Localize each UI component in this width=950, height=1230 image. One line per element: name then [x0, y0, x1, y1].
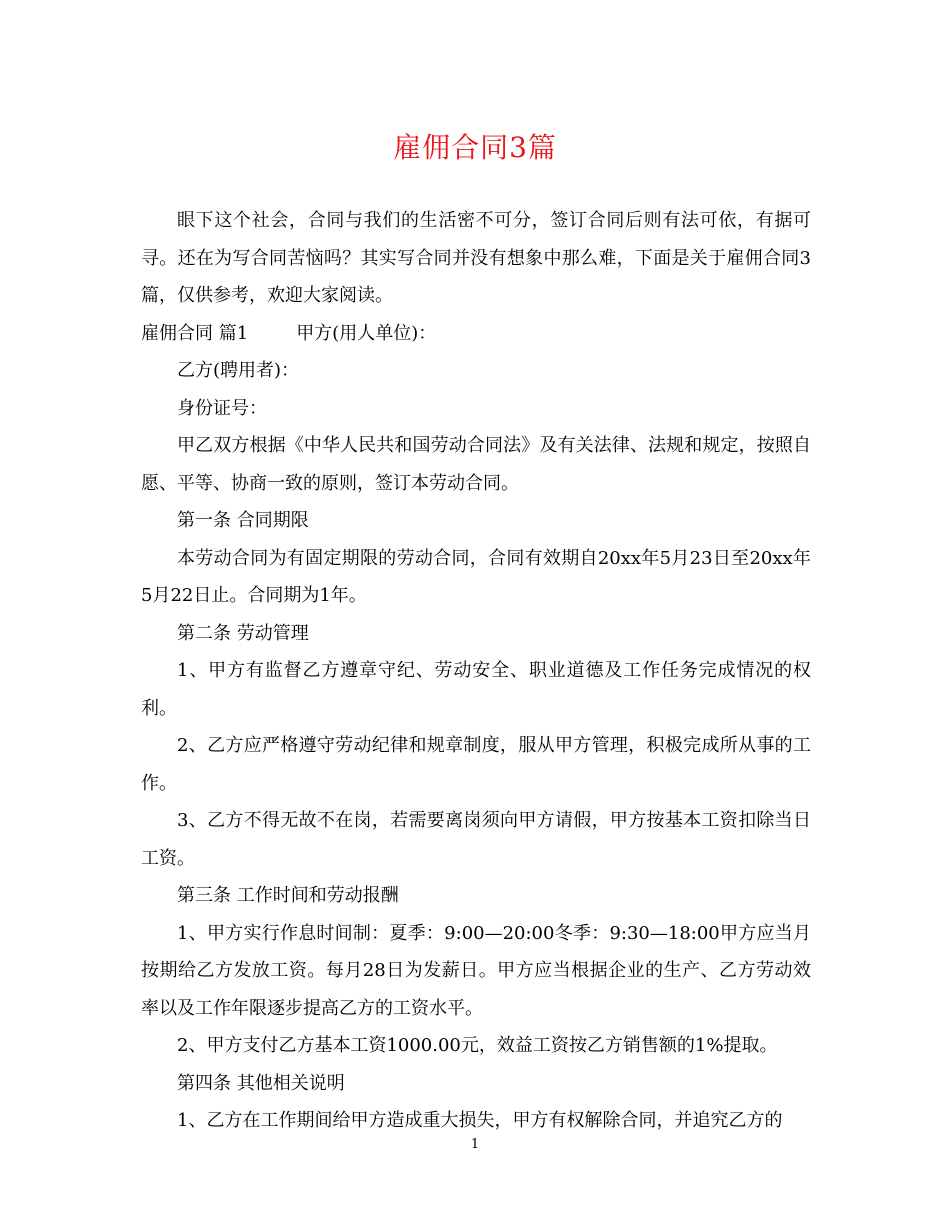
article-1-title: 第一条 合同期限 [177, 510, 309, 531]
id-number-label: 身份证号： [177, 397, 267, 419]
document-title: 雇佣合同3篇 [393, 131, 557, 164]
section-heading: 雇佣合同 篇1 [141, 322, 249, 344]
section-heading-line [141, 315, 811, 353]
party-a-label: 甲方(用人单位)： [296, 322, 437, 344]
article-3-item-2: 2、甲方支付乙方基本工资1000.00元，效益工资按乙方销售额的1%提取。 [177, 1035, 778, 1056]
article-2-item-3: 3、乙方不得无故不在岗，若需要离岗须向甲方请假，甲方按基本工资扣除当日工资。 [141, 810, 811, 869]
intro-paragraph: 眼下这个社会，合同与我们的生活密不可分，签订合同后则有法可依，有据可寻。还在为写合同苦恼吗？其实写合同并没有想象中那么难，下面是关于雇佣合同3篇，仅供参考，欢迎大家阅读。 [141, 210, 811, 306]
preamble-paragraph: 甲乙双方根据《中华人民共和国劳动合同法》及有关法律、法规和规定，按照自愿、平等、协商一致的原则，签订本劳动合同。 [141, 435, 811, 494]
article-2-title: 第二条 劳动管理 [177, 622, 309, 644]
article-2-item-2: 2、乙方应严格遵守劳动纪律和规章制度，服从甲方管理，积极完成所从事的工作。 [141, 735, 811, 794]
article-2-item-1: 1、甲方有监督乙方遵章守纪、劳动安全、职业道德及工作任务完成情况的权利。 [141, 660, 811, 719]
page-number: 1 [470, 1137, 480, 1152]
article-3-item-1: 1、甲方实行作息时间制：夏季：9:00—20:00冬季：9:30—18:00甲方应当月按期给乙方发放工资。每月28日为发薪日。甲方应当根据企业的生产、乙方劳动效率以及工作年限逐步提高乙方的工资水平。 [141, 922, 811, 1019]
article-1-paragraph: 本劳动合同为有固定期限的劳动合同，合同有效期自20xx年5月23日至20xx年5月22日止。合同期为1年。 [141, 547, 811, 606]
article-4-item-1: 1、乙方在工作期间给甲方造成重大损失，甲方有权解除合同，并追究乙方的 [177, 1110, 783, 1131]
party-b-label: 乙方(聘用者)： [177, 360, 300, 381]
article-3-title: 第三条 工作时间和劳动报酬 [177, 885, 399, 906]
article-4-title: 第四条 其他相关说明 [177, 1072, 345, 1094]
document-body [141, 202, 811, 1140]
